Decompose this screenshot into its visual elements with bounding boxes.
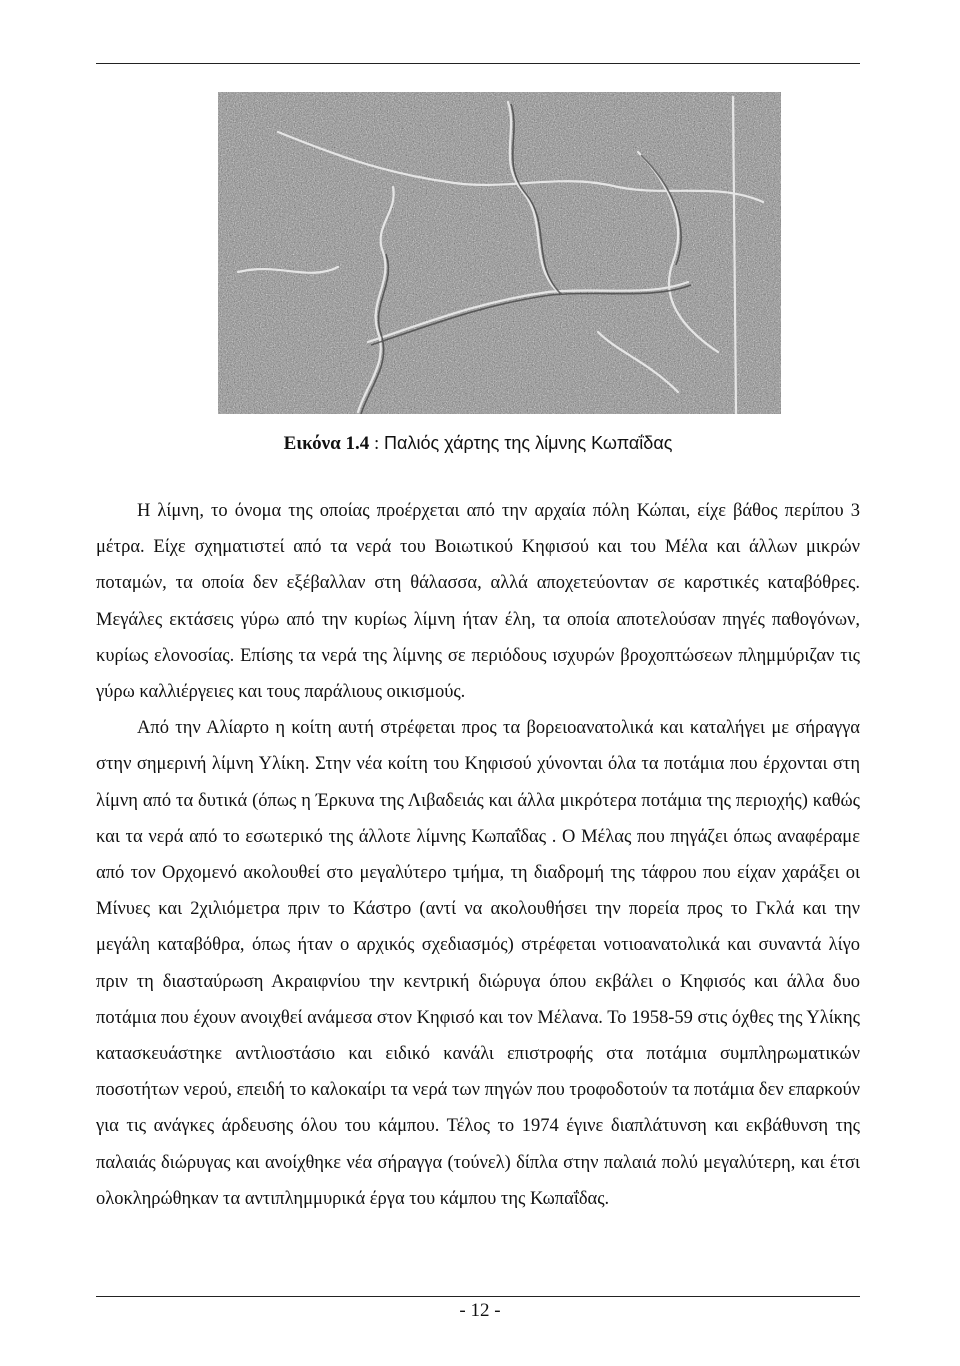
map-texture <box>218 92 781 414</box>
paragraph-1: Η λίμνη, το όνομα της οποίας προέρχεται από την αρχαία πόλη Κώπαι, είχε βάθος περίπου 3 μέτρα. Είχε σχηματιστεί από τα νερά του Βοιωτικού Κηφισού και του Μέλα και άλλων μικρών ποταμών, τα οποία δεν εξέβαλλαν στη θάλασσα, αλλά αποχετεύονταν σε καρστικές καταβόθρες. Μεγάλες εκτάσεις γύρω από την κυρίως λίμνη ήταν έλη, τα οποία αποτελούσαν πηγές παθογόνων, κυρίως ελονοσίας. Επίσης τα νερά της λίμνης σε περιόδους ισχυρών βροχοπτώσεων πλημμύριζαν τις γύρω καλλιέργειες και τους παράλιους οικισμούς. <box>96 501 860 703</box>
body-text <box>96 493 860 1217</box>
header-rule <box>96 63 860 64</box>
figure-caption-text: Παλιός χάρτης της λίμνης Κωπαΐδας <box>384 433 673 453</box>
figure-caption <box>96 430 860 457</box>
page-number: - 12 - <box>459 1300 501 1321</box>
paragraph-2: Από την Αλίαρτο η κοίτη αυτή στρέφεται προς τα βορειοανατολικά και καταλήγει με σήραγγα στην σημερινή λίμνη Υλίκη. Στην νέα κοίτη του Κηφισού χύνονται όλα τα ποτάμια που έρχονται στη λίμνη από τα δυτικά (όπως η Έρκυνα της Λιβαδειάς και άλλα μικρότερα ποτάμια της περιοχής) καθώς και τα νερά από το εσωτερικό της άλλοτε λίμνης Κωπαΐδας . Ο Μέλας που πηγάζει όπως αναφέραμε από τον Ορχομενό ακολουθεί στο μεγαλύτερο τμήμα, τη διαδρομή της τάφρου που είχαν χαράξει οι Μίνυες και 2χιλιόμετρα πριν το Κάστρο (αντί να ακολουθήσει την πορεία προς το Γκλά και την μεγάλη καταβόθρα, όπως ήταν ο αρχικός σχεδιασμός) στρέφεται νοτιοανατολικά και συναντά λίγο πριν τη διασταύρωση Ακραιφνίου την κεντρική διώρυγα όπου εκβάλει ο Κηφισός και άλλα δυο ποτάμια που έχουν ανοιχθεί ανάμεσα στον Κηφισό και τον Μέλανα. Το 1958-59 στις όχθες της Υλίκης κατασκευάστηκε αντλιοστάσιο και ειδικό κανάλι επιστροφής στα ποτάμια συμπληρωματικών ποσοτήτων νερού, επειδή το καλοκαίρι τα νερά των πηγών που τροφοδοτούν τα ποτάμια δεν επαρκούν για τις ανάγκες άρδευσης όλου του κάμπου. Τέλος το 1974 έγινε διαπλάτυνση και εκβάθυνση της παλαιάς διώρυγας και ανοίχθηκε νέα σήραγγα (τούνελ) δίπλα στην παλαιά πολύ μεγαλύτερη, και έτσι ολοκληρώθηκαν τα αντιπλημμυρικά έργα του κάμπου της Κωπαΐδας. <box>96 718 860 1209</box>
figure-separator: : <box>369 433 385 454</box>
old-map-image <box>218 92 781 414</box>
figure-label: Εικόνα 1.4 <box>283 433 370 454</box>
